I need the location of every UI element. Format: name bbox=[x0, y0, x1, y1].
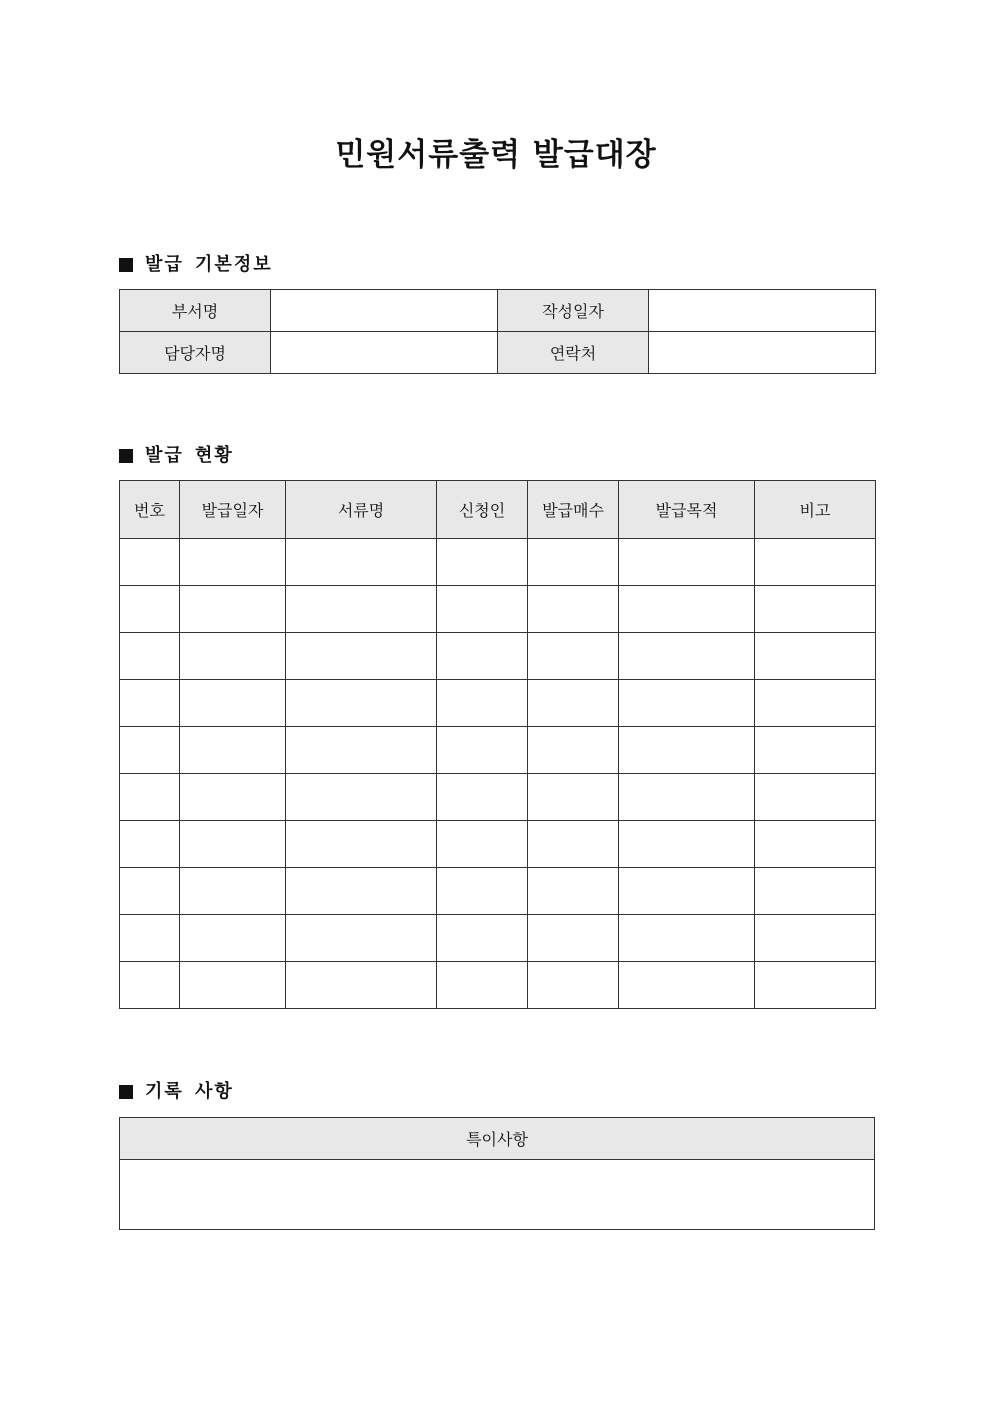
number-cell[interactable] bbox=[120, 821, 180, 868]
issue-date-cell[interactable] bbox=[180, 868, 286, 915]
remarks-header-row bbox=[120, 1118, 875, 1160]
special-notes-label: 특이사항 bbox=[120, 1118, 875, 1160]
contact-label: 연락처 bbox=[498, 332, 649, 374]
document-name-cell[interactable] bbox=[286, 633, 437, 680]
column-header-purpose: 발급목적 bbox=[619, 481, 755, 539]
issue-date-cell[interactable] bbox=[180, 821, 286, 868]
issuance-table bbox=[119, 480, 876, 1009]
department-label: 부서명 bbox=[120, 290, 271, 332]
document-name-cell[interactable] bbox=[286, 727, 437, 774]
purpose-cell[interactable] bbox=[619, 821, 755, 868]
note-cell[interactable] bbox=[755, 962, 876, 1009]
note-cell[interactable] bbox=[755, 727, 876, 774]
applicant-cell[interactable] bbox=[437, 915, 528, 962]
table-row bbox=[120, 868, 876, 915]
document-name-cell[interactable] bbox=[286, 539, 437, 586]
column-header-issue-date: 발급일자 bbox=[180, 481, 286, 539]
applicant-cell[interactable] bbox=[437, 868, 528, 915]
square-bullet-icon bbox=[119, 258, 133, 272]
note-cell[interactable] bbox=[755, 586, 876, 633]
document-name-cell[interactable] bbox=[286, 821, 437, 868]
issue-date-cell[interactable] bbox=[180, 586, 286, 633]
purpose-cell[interactable] bbox=[619, 774, 755, 821]
square-bullet-icon bbox=[119, 449, 133, 463]
purpose-cell[interactable] bbox=[619, 633, 755, 680]
table-row bbox=[120, 633, 876, 680]
document-name-cell[interactable] bbox=[286, 868, 437, 915]
applicant-cell[interactable] bbox=[437, 727, 528, 774]
column-header-number: 번호 bbox=[120, 481, 180, 539]
table-row bbox=[120, 727, 876, 774]
copies-cell[interactable] bbox=[528, 774, 619, 821]
number-cell[interactable] bbox=[120, 680, 180, 727]
remarks-heading bbox=[119, 1079, 234, 1105]
note-cell[interactable] bbox=[755, 821, 876, 868]
table-row bbox=[120, 539, 876, 586]
basic-info-heading bbox=[119, 252, 273, 278]
note-cell[interactable] bbox=[755, 868, 876, 915]
square-bullet-icon bbox=[119, 1085, 133, 1099]
column-header-applicant: 신청인 bbox=[437, 481, 528, 539]
table-row bbox=[120, 774, 876, 821]
created-date-value[interactable] bbox=[649, 290, 876, 332]
issue-date-cell[interactable] bbox=[180, 727, 286, 774]
basic-info-row bbox=[120, 332, 876, 374]
table-row bbox=[120, 680, 876, 727]
column-header-copies: 발급매수 bbox=[528, 481, 619, 539]
number-cell[interactable] bbox=[120, 774, 180, 821]
copies-cell[interactable] bbox=[528, 727, 619, 774]
copies-cell[interactable] bbox=[528, 539, 619, 586]
applicant-cell[interactable] bbox=[437, 680, 528, 727]
purpose-cell[interactable] bbox=[619, 539, 755, 586]
number-cell[interactable] bbox=[120, 633, 180, 680]
copies-cell[interactable] bbox=[528, 586, 619, 633]
document-title: 민원서류출력 발급대장 bbox=[335, 137, 657, 173]
table-row bbox=[120, 962, 876, 1009]
copies-cell[interactable] bbox=[528, 633, 619, 680]
document-name-cell[interactable] bbox=[286, 586, 437, 633]
number-cell[interactable] bbox=[120, 586, 180, 633]
manager-value[interactable] bbox=[271, 332, 498, 374]
purpose-cell[interactable] bbox=[619, 962, 755, 1009]
basic-info-table bbox=[119, 289, 876, 374]
created-date-label: 작성일자 bbox=[498, 290, 649, 332]
issue-date-cell[interactable] bbox=[180, 539, 286, 586]
remarks-body-row bbox=[120, 1160, 875, 1230]
issuance-body bbox=[120, 539, 876, 1009]
issuance-heading bbox=[119, 443, 234, 469]
department-value[interactable] bbox=[271, 290, 498, 332]
number-cell[interactable] bbox=[120, 727, 180, 774]
manager-label: 담당자명 bbox=[120, 332, 271, 374]
purpose-cell[interactable] bbox=[619, 727, 755, 774]
applicant-cell[interactable] bbox=[437, 962, 528, 1009]
document-name-cell[interactable] bbox=[286, 680, 437, 727]
number-cell[interactable] bbox=[120, 915, 180, 962]
issue-date-cell[interactable] bbox=[180, 633, 286, 680]
applicant-cell[interactable] bbox=[437, 539, 528, 586]
document-name-cell[interactable] bbox=[286, 962, 437, 1009]
issue-date-cell[interactable] bbox=[180, 962, 286, 1009]
copies-cell[interactable] bbox=[528, 962, 619, 1009]
issue-date-cell[interactable] bbox=[180, 680, 286, 727]
applicant-cell[interactable] bbox=[437, 821, 528, 868]
note-cell[interactable] bbox=[755, 915, 876, 962]
table-row bbox=[120, 821, 876, 868]
number-cell[interactable] bbox=[120, 868, 180, 915]
purpose-cell[interactable] bbox=[619, 868, 755, 915]
purpose-cell[interactable] bbox=[619, 586, 755, 633]
purpose-cell[interactable] bbox=[619, 915, 755, 962]
contact-value[interactable] bbox=[649, 332, 876, 374]
issue-date-cell[interactable] bbox=[180, 774, 286, 821]
applicant-cell[interactable] bbox=[437, 633, 528, 680]
remarks-heading-text: 기록 사항 bbox=[145, 1081, 234, 1102]
basic-info-row bbox=[120, 290, 876, 332]
issuance-header-row bbox=[120, 481, 876, 539]
table-row bbox=[120, 915, 876, 962]
special-notes-field[interactable] bbox=[120, 1160, 875, 1230]
note-cell[interactable] bbox=[755, 539, 876, 586]
issue-date-cell[interactable] bbox=[180, 915, 286, 962]
basic-info-heading-text: 발급 기본정보 bbox=[145, 254, 273, 275]
issuance-heading-text: 발급 현황 bbox=[145, 445, 234, 466]
number-cell[interactable] bbox=[120, 962, 180, 1009]
document-name-cell[interactable] bbox=[286, 915, 437, 962]
remarks-table bbox=[119, 1117, 875, 1230]
purpose-cell[interactable] bbox=[619, 680, 755, 727]
copies-cell[interactable] bbox=[528, 868, 619, 915]
applicant-cell[interactable] bbox=[437, 774, 528, 821]
column-header-document-name: 서류명 bbox=[286, 481, 437, 539]
document-name-cell[interactable] bbox=[286, 774, 437, 821]
copies-cell[interactable] bbox=[528, 821, 619, 868]
applicant-cell[interactable] bbox=[437, 586, 528, 633]
number-cell[interactable] bbox=[120, 539, 180, 586]
note-cell[interactable] bbox=[755, 633, 876, 680]
note-cell[interactable] bbox=[755, 680, 876, 727]
table-row bbox=[120, 586, 876, 633]
copies-cell[interactable] bbox=[528, 680, 619, 727]
note-cell[interactable] bbox=[755, 774, 876, 821]
copies-cell[interactable] bbox=[528, 915, 619, 962]
column-header-note: 비고 bbox=[755, 481, 876, 539]
